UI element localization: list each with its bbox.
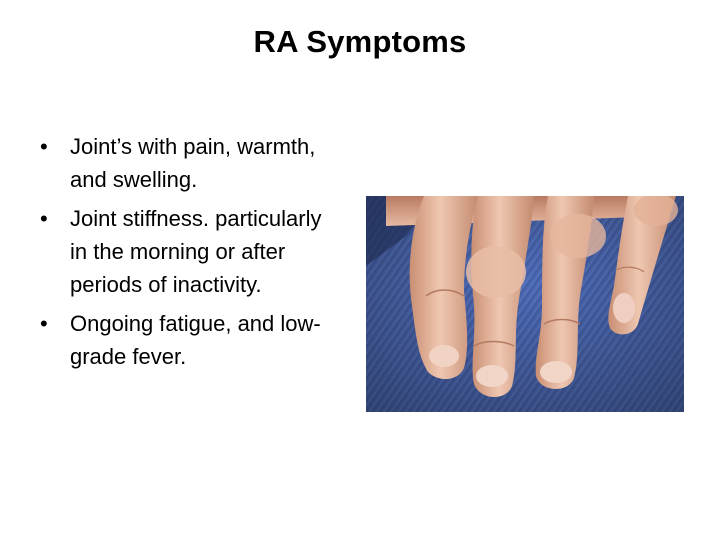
slide-title: RA Symptoms [253, 24, 467, 59]
bullet-marker: • [40, 311, 48, 336]
bullet-item [40, 202, 340, 301]
bullet-list [40, 130, 340, 379]
bullet-text: Joint stiffness. particularly in the morning or after periods of inactivity. [70, 206, 322, 297]
bullet-item [40, 307, 340, 373]
bullet-marker: • [40, 206, 48, 231]
bullet-item [40, 130, 340, 196]
bullet-text: Joint’s with pain, warmth, and swelling. [70, 134, 316, 192]
bullet-marker: • [40, 134, 48, 159]
bullet-text: Ongoing fatigue, and low-grade fever. [70, 311, 321, 369]
hand-photo [366, 196, 684, 412]
